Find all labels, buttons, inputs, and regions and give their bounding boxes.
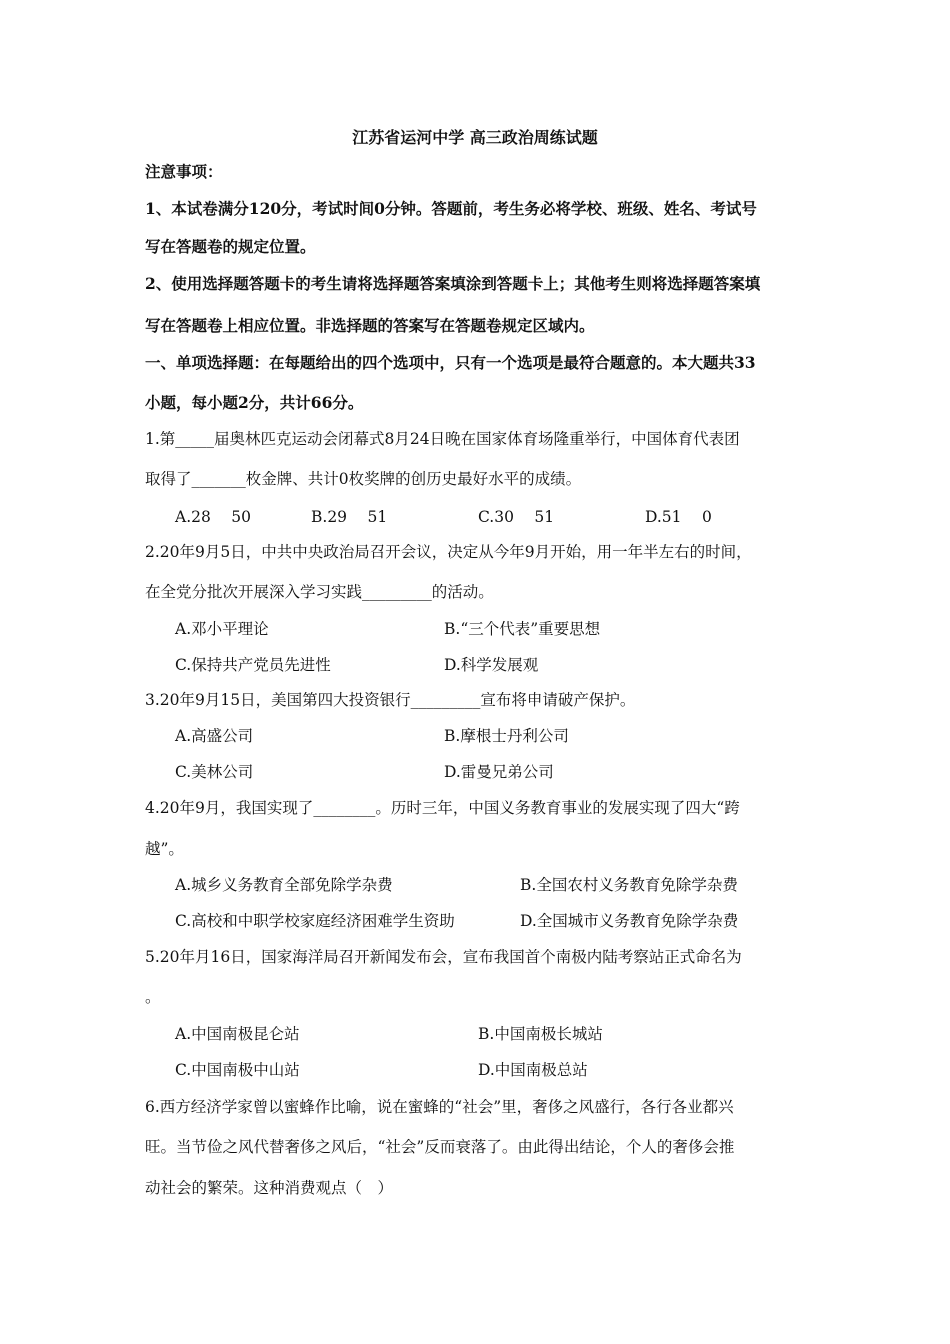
notice-line: 写在答题卷上相应位置。非选择题的答案写在答题卷规定区域内。 <box>145 316 595 335</box>
question-4-option-d: D.全国城市义务教育免除学杂费 <box>520 912 739 930</box>
question-6-line: 动社会的繁荣。这种消费观点（ ） <box>145 1179 394 1197</box>
notice-line: 写在答题卷的规定位置。 <box>145 237 316 256</box>
question-3-option-a: A.高盛公司 <box>175 727 254 745</box>
question-2-option-d: D.科学发展观 <box>444 656 539 674</box>
question-3-option-b: B.摩根士丹利公司 <box>444 727 569 745</box>
question-4-option-b: B.全国农村义务教育免除学杂费 <box>520 876 738 894</box>
question-5-option-a: A.中国南极昆仑站 <box>175 1025 300 1043</box>
question-5-option-b: B.中国南极长城站 <box>478 1025 603 1043</box>
question-6-line: 旺。当节俭之风代替奢侈之风后，“社会”反而衰落了。由此得出结论，个人的奢侈会推 <box>145 1138 735 1156</box>
question-1-option-a: A.28 50 <box>175 508 251 526</box>
question-4-line: 4.20年9月，我国实现了________。历时三年，中国义务教育事业的发展实现了四大“跨 <box>145 799 740 817</box>
question-1-option-d: D.51 0 <box>645 508 712 526</box>
question-5-option-d: D.中国南极总站 <box>478 1061 588 1079</box>
question-4-option-c: C.高校和中职学校家庭经济困难学生资助 <box>175 912 455 930</box>
question-2-option-a: A.邓小平理论 <box>175 620 269 638</box>
question-2-line: 2.20年9月5日，中共中央政治局召开会议，决定从今年9月开始，用一年半左右的时间， <box>145 543 752 561</box>
question-2-option-b: B.“三个代表”重要思想 <box>444 620 601 638</box>
question-1-option-c: C.30 51 <box>478 508 555 526</box>
question-5-option-c: C.中国南极中山站 <box>175 1061 300 1079</box>
question-4-option-a: A.城乡义务教育全部免除学杂费 <box>175 876 393 894</box>
question-5-line: 。 <box>145 988 161 1006</box>
section-heading: 一、单项选择题：在每题给出的四个选项中，只有一个选项是最符合题意的。本大题共33 <box>145 353 756 372</box>
question-5-line: 5.20年月16日，国家海洋局召开新闻发布会，宣布我国首个南极内陆考察站正式命名为 <box>145 948 742 966</box>
notice-line: 1、本试卷满分120分，考试时间0分钟。答题前，考生务必将学校、班级、姓名、考试号 <box>145 199 757 218</box>
question-3-option-c: C.美林公司 <box>175 763 254 781</box>
question-3-option-d: D.雷曼兄弟公司 <box>444 763 554 781</box>
notice-line: 2、使用选择题答题卡的考生请将选择题答案填涂到答题卡上；其他考生则将选择题答案填 <box>145 274 761 293</box>
section-heading: 小题，每小题2分，共计66分。 <box>145 393 364 412</box>
question-2-option-c: C.保持共产党员先进性 <box>175 656 331 674</box>
question-6-line: 6.西方经济学家曾以蜜蜂作比喻，说在蜜蜂的“社会”里，奢侈之风盛行，各行各业都兴 <box>145 1098 734 1116</box>
question-2-line: 在全党分批次开展深入学习实践_________的活动。 <box>145 583 494 601</box>
question-4-line: 越”。 <box>145 840 184 858</box>
question-3-line: 3.20年9月15日，美国第四大投资银行_________宣布将申请破产保护。 <box>145 691 636 709</box>
page-title: 江苏省运河中学 高三政治周练试题 <box>352 128 598 147</box>
question-1-line: 1.第_____届奥林匹克运动会闭幕式8月24日晚在国家体育场隆重举行，中国体育代表团 <box>145 430 740 448</box>
question-1-line: 取得了_______枚金牌、共计0枚奖牌的创历史最好水平的成绩。 <box>145 470 582 488</box>
notice-heading: 注意事项： <box>145 162 223 181</box>
question-1-option-b: B.29 51 <box>311 508 388 526</box>
